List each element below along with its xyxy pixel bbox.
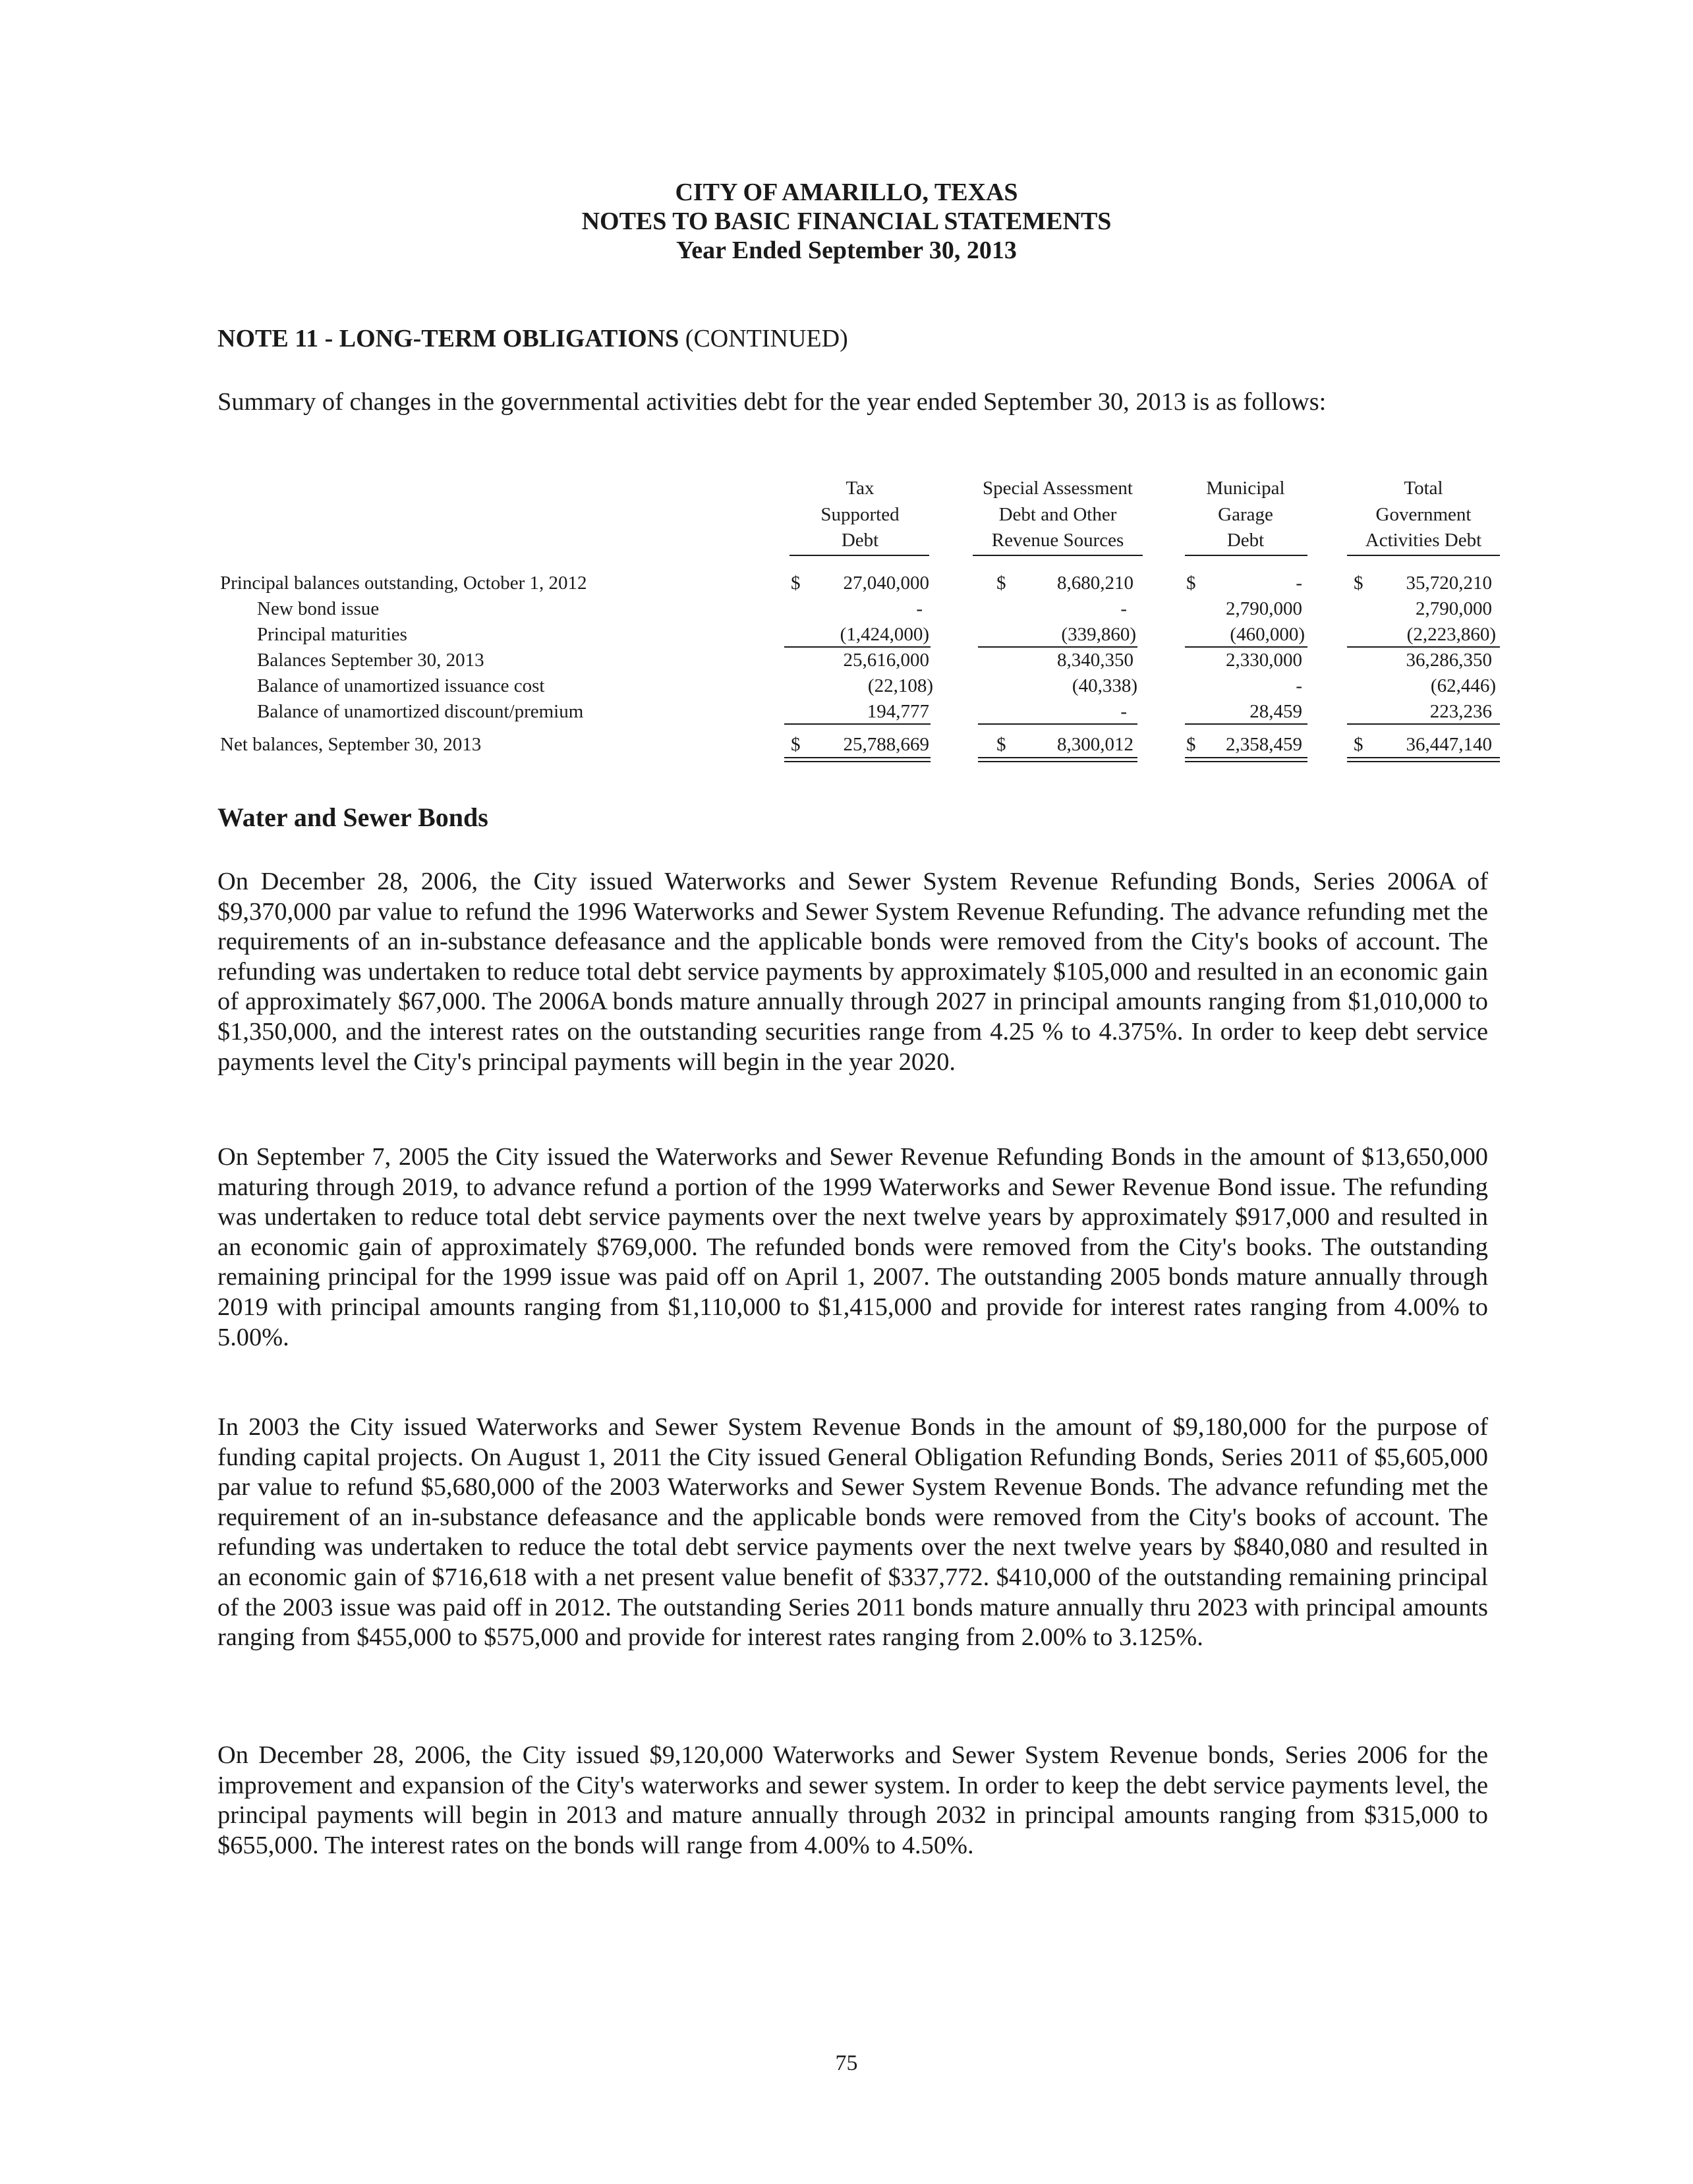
report-title: CITY OF AMARILLO, TEXAS bbox=[675, 179, 1018, 206]
total-double-underline bbox=[1185, 757, 1307, 758]
currency-sign: $ bbox=[791, 734, 801, 755]
row-label-principal-maturities: Principal maturities bbox=[257, 624, 407, 645]
cell-value: (1,424,000) bbox=[840, 624, 929, 645]
note-intro: Summary of changes in the governmental activities debt for the year ended September 30, 2013 is as follows: bbox=[217, 388, 1327, 416]
cell-value: - bbox=[1120, 701, 1127, 722]
cell-value: (22,108) bbox=[867, 675, 933, 696]
note-title-continued: (CONTINUED) bbox=[679, 325, 848, 352]
total-double-underline bbox=[1347, 757, 1500, 758]
col-header-line: Total bbox=[1404, 478, 1443, 499]
col-header-tax-supported bbox=[784, 476, 936, 554]
cell-value: 25,788,669 bbox=[843, 734, 929, 755]
currency-sign: $ bbox=[791, 573, 801, 594]
currency-sign: $ bbox=[1354, 734, 1363, 755]
subtotal-underline bbox=[1185, 723, 1307, 725]
col-header-underline bbox=[973, 555, 1143, 556]
cell-value: (40,338) bbox=[1072, 675, 1137, 696]
col-header-municipal-garage bbox=[1180, 476, 1311, 554]
total-double-underline bbox=[784, 761, 931, 762]
subtotal-underline bbox=[784, 723, 931, 725]
section-title: Water and Sewer Bonds bbox=[217, 802, 488, 832]
cell-value: - bbox=[916, 598, 923, 619]
row-label-issuance-cost: Balance of unamortized issuance cost bbox=[257, 675, 545, 696]
cell-value: 2,330,000 bbox=[1226, 650, 1302, 671]
debt-summary-table bbox=[0, 0, 1693, 791]
subtotal-underline bbox=[1347, 723, 1500, 725]
cell-value: (2,223,860) bbox=[1406, 624, 1496, 645]
col-header-line: Municipal bbox=[1206, 478, 1285, 499]
col-header-line: Activities Debt bbox=[1365, 530, 1482, 551]
col-header-line: Debt and Other bbox=[998, 503, 1117, 525]
cell-value: 8,680,210 bbox=[1057, 573, 1133, 594]
report-subtitle: NOTES TO BASIC FINANCIAL STATEMENTS bbox=[581, 208, 1112, 235]
currency-sign: $ bbox=[1186, 573, 1196, 594]
row-label-net-balances: Net balances, September 30, 2013 bbox=[220, 734, 482, 755]
subtotal-underline bbox=[978, 723, 1137, 725]
cell-value: - bbox=[1120, 598, 1127, 619]
cell-value: 2,358,459 bbox=[1226, 734, 1302, 755]
cell-value: 194,777 bbox=[867, 701, 929, 722]
col-header-underline bbox=[789, 555, 929, 556]
cell-value: 27,040,000 bbox=[843, 573, 929, 594]
cell-value: 36,447,140 bbox=[1406, 734, 1492, 755]
total-double-underline bbox=[1185, 761, 1307, 762]
row-label-discount-premium: Balance of unamortized discount/premium bbox=[257, 701, 584, 722]
cell-value: - bbox=[1296, 573, 1302, 594]
row-label-new-bond-issue: New bond issue bbox=[257, 598, 380, 619]
col-header-line: Supported bbox=[820, 503, 900, 525]
cell-value: 223,236 bbox=[1429, 701, 1492, 722]
cell-value: (460,000) bbox=[1230, 624, 1305, 645]
currency-sign: $ bbox=[1354, 573, 1363, 594]
cell-value: 8,340,350 bbox=[1057, 650, 1133, 671]
cell-value: (339,860) bbox=[1061, 624, 1136, 645]
total-double-underline bbox=[784, 757, 931, 758]
cell-value: - bbox=[1296, 675, 1302, 696]
paragraph: On December 28, 2006, the City issued $9,120,000 Waterworks and Sewer System Revenue bonds, Series 2006 for the improvement and expansion of the City's waterworks and sewer system. In order to keep the debt service payments level, the principal payments will begin in 2013 and mature annually through 2032 in principal amounts ranging from $315,000 to $655,000. The interest rates on the bonds will range from 4.00% to 4.50%. bbox=[217, 1741, 1488, 1859]
total-double-underline bbox=[978, 761, 1137, 762]
cell-value: 35,720,210 bbox=[1406, 573, 1492, 594]
cell-value: 25,616,000 bbox=[843, 650, 929, 671]
col-header-underline bbox=[1185, 555, 1307, 556]
cell-value: 8,300,012 bbox=[1057, 734, 1133, 755]
col-header-line: Tax bbox=[846, 478, 875, 499]
col-header-total bbox=[1344, 476, 1503, 554]
col-header-line: Government bbox=[1375, 503, 1472, 525]
currency-sign: $ bbox=[1186, 734, 1196, 755]
col-header-special-assessment bbox=[969, 476, 1147, 554]
cell-value: 2,790,000 bbox=[1226, 598, 1302, 619]
total-double-underline bbox=[978, 757, 1137, 758]
col-header-line: Debt bbox=[1226, 530, 1265, 551]
note-title-main: NOTE 11 - LONG-TERM OBLIGATIONS bbox=[217, 325, 679, 352]
total-double-underline bbox=[1347, 761, 1500, 762]
row-label-opening-balance: Principal balances outstanding, October 1, 2012 bbox=[220, 573, 587, 594]
col-header-line: Garage bbox=[1218, 503, 1273, 525]
cell-value: (62,446) bbox=[1430, 675, 1496, 696]
cell-value: 2,790,000 bbox=[1416, 598, 1492, 619]
paragraph: On December 28, 2006, the City issued Waterworks and Sewer System Revenue Refunding Bonds, Series 2006A of $9,370,000 par value to refund the 1996 Waterworks and Sewer System Revenue Refunding. The advance refunding met the requirements of an in-substance defeasance and the applicable bonds were removed from the City's books of account. The refunding was undertaken to reduce total debt service payments by approximately $105,000 and resulted in an economic gain of approximately $67,000. The 2006A bonds mature annually through 2027 in principal amounts ranging from $1,010,000 to $1,350,000, and the interest rates on the outstanding securities range from 4.25 % to 4.375%. In order to keep debt service payments level the City's principal payments will begin in the year 2020. bbox=[217, 868, 1488, 1076]
report-period: Year Ended September 30, 2013 bbox=[676, 237, 1017, 264]
cell-value: 28,459 bbox=[1249, 701, 1302, 722]
page-number: 75 bbox=[835, 2051, 858, 2075]
col-header-line: Special Assessment bbox=[983, 478, 1133, 499]
col-header-line: Debt bbox=[841, 530, 879, 551]
col-header-underline bbox=[1347, 555, 1500, 556]
currency-sign: $ bbox=[996, 573, 1006, 594]
col-header-line: Revenue Sources bbox=[991, 530, 1124, 551]
paragraph: On September 7, 2005 the City issued the Waterworks and Sewer Revenue Refunding Bonds in the amount of $13,650,000 maturing through 2019, to advance refund a portion of the 1999 Waterworks and Sewer Revenue Bond issue. The refunding was undertaken to reduce total debt service payments over the next twelve years by approximately $917,000 and resulted in an economic gain of approximately $769,000. The refunded bonds were removed from the City's books. The outstanding remaining principal for the 1999 issue was paid off on April 1, 2007. The outstanding 2005 bonds mature annually through 2019 with principal amounts ranging from $1,110,000 to $1,415,000 and provide for interest rates ranging from 4.00% to 5.00%. bbox=[217, 1143, 1488, 1351]
cell-value: 36,286,350 bbox=[1406, 650, 1492, 671]
row-label-balances: Balances September 30, 2013 bbox=[257, 650, 484, 671]
currency-sign: $ bbox=[996, 734, 1006, 755]
paragraph: In 2003 the City issued Waterworks and Sewer System Revenue Bonds in the amount of $9,180,000 for the purpose of funding capital projects. On August 1, 2011 the City issued General Obligation Refunding Bonds, Series 2011 of $5,605,000 par value to refund $5,680,000 of the 2003 Waterworks and Sewer System Revenue Bonds. The advance refunding met the requirement of an in-substance defeasance and the applicable bonds were removed from the City's books of account. The refunding was undertaken to reduce the total debt service payments over the next twelve years by $840,080 and resulted in an economic gain of $716,618 with a net present value benefit of $337,772. $410,000 of the outstanding remaining principal of the 2003 issue was paid off in 2012. The outstanding Series 2011 bonds mature annually thru 2023 with principal amounts ranging from $455,000 to $575,000 and provide for interest rates ranging from 2.00% to 3.125%. bbox=[217, 1413, 1488, 1652]
